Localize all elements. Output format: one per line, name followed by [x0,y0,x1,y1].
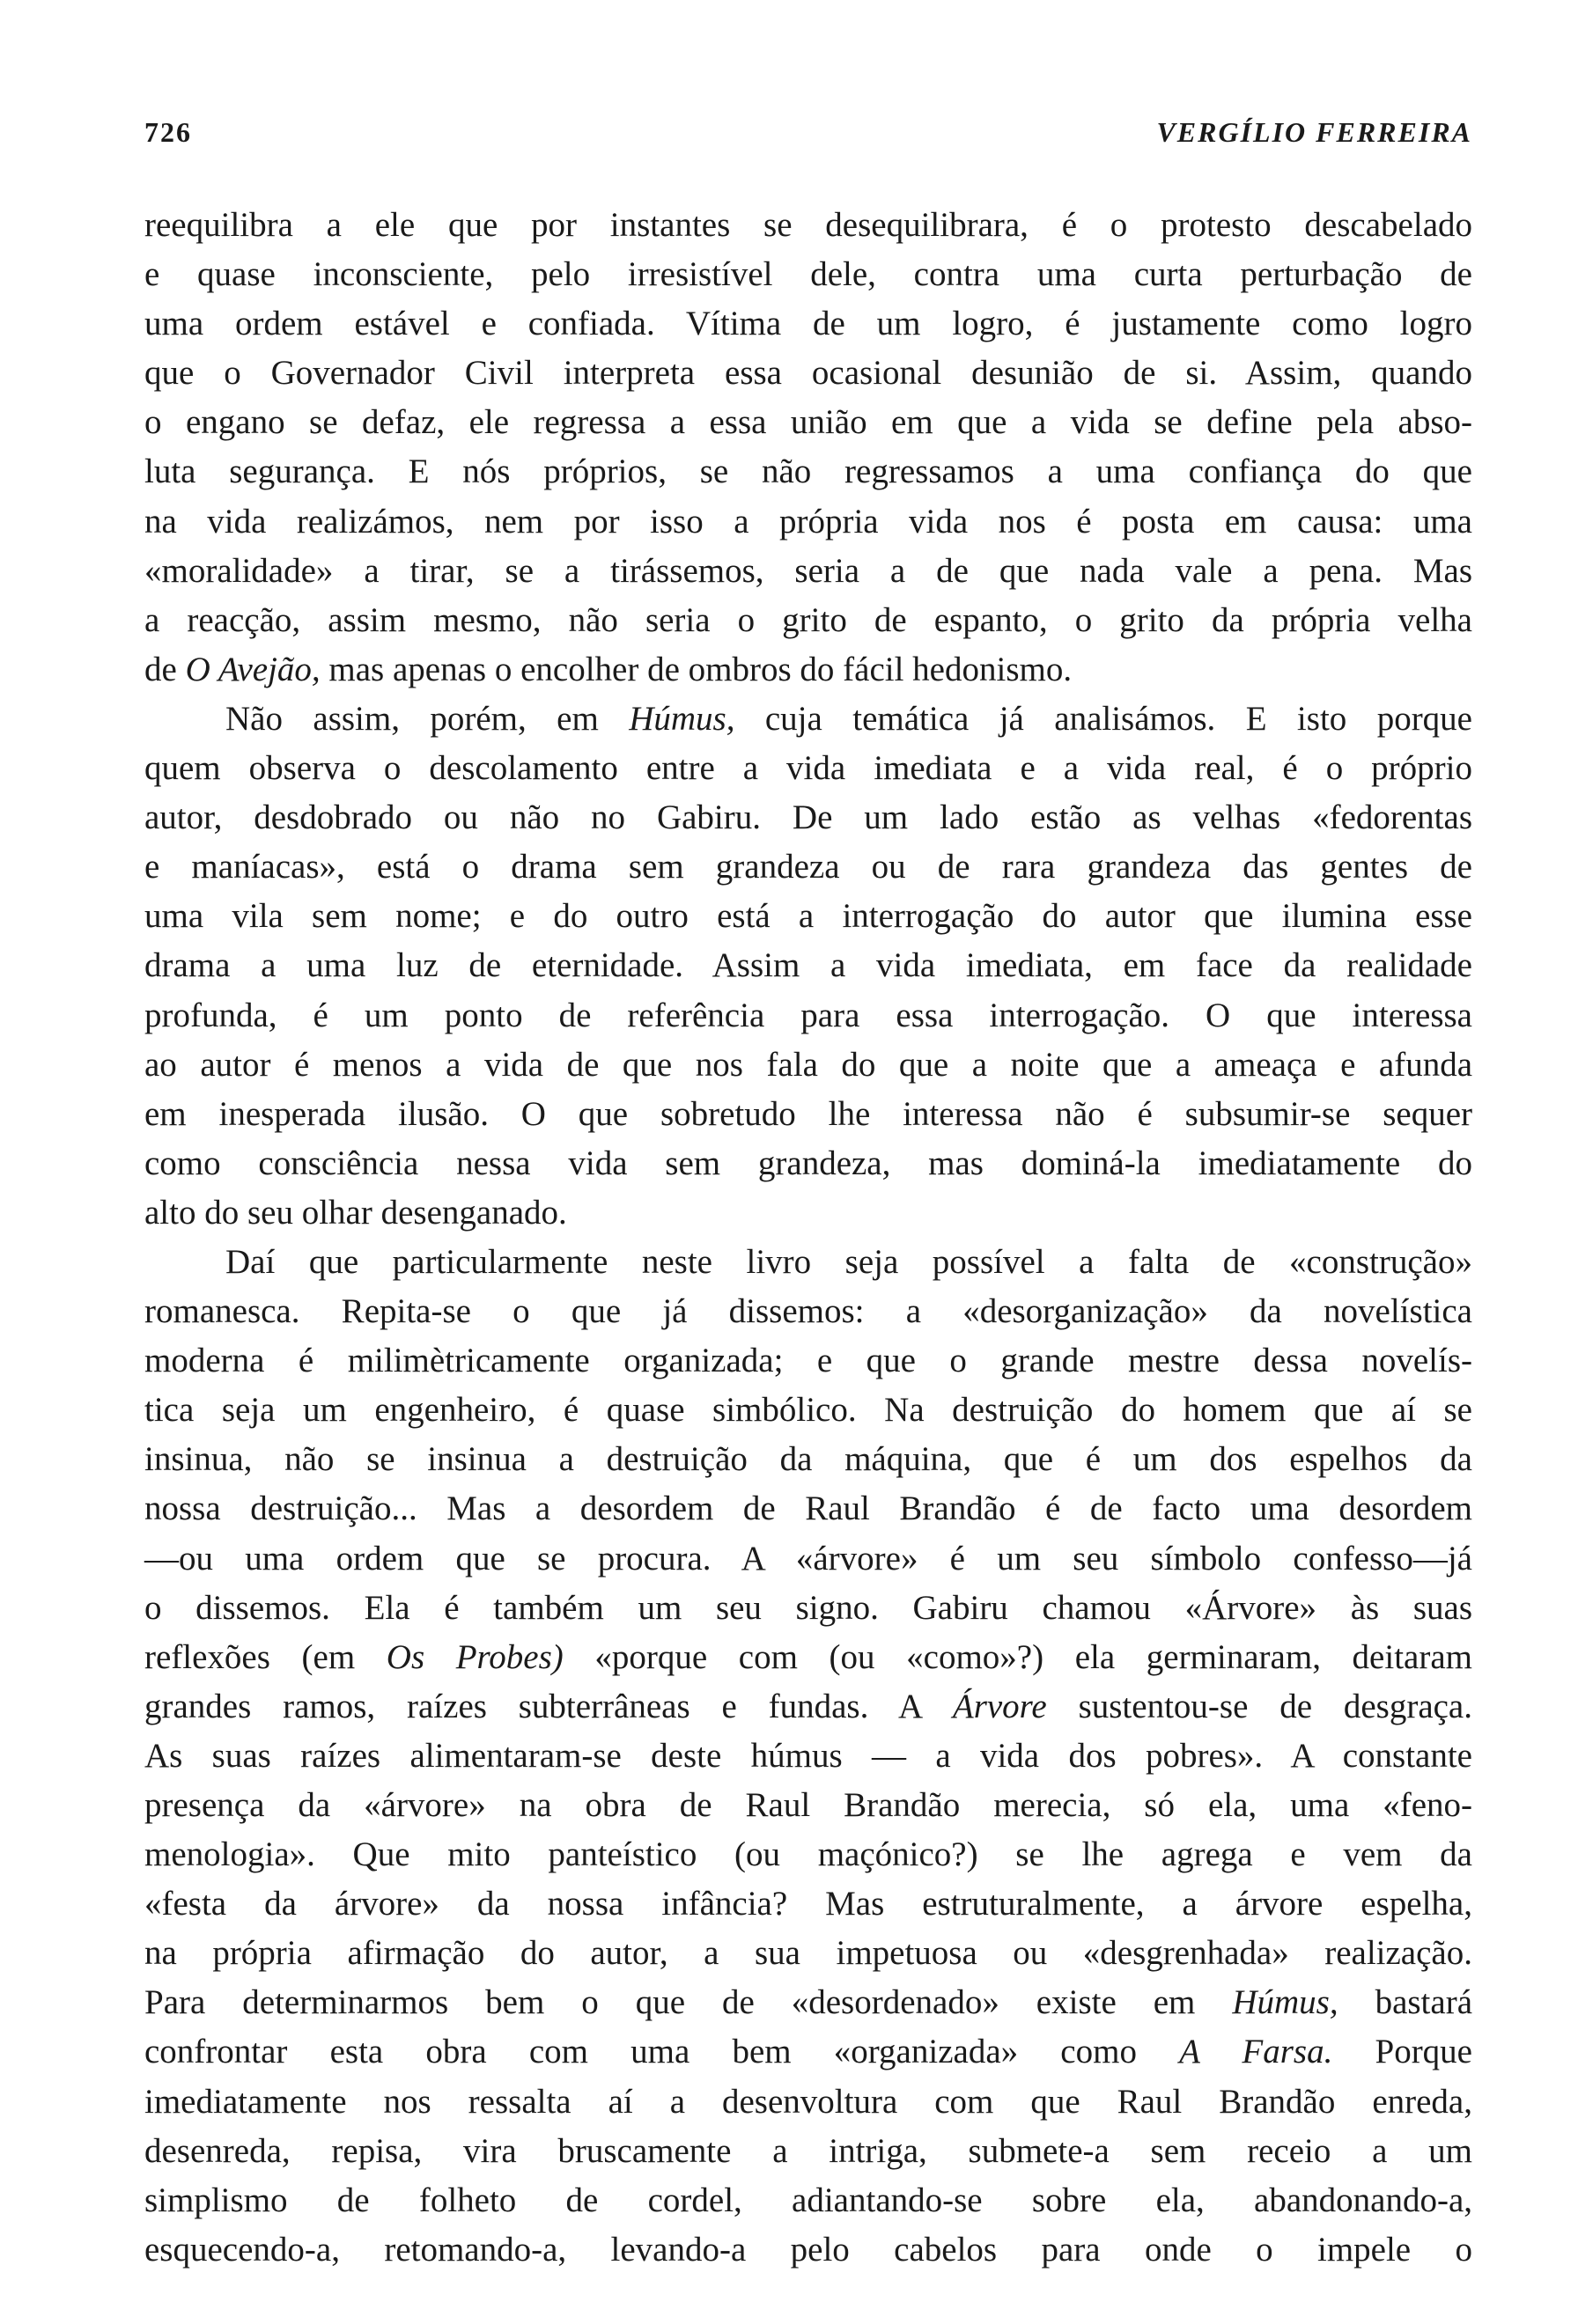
text-segment: Para determinarmos bem o que de «desordenado» existe em [144,1983,1233,2022]
text-segment: imediatamente nos ressalta aí a desenvoltura com que Raul Brandão enreda, [144,2082,1472,2121]
text-segment: desenreda, repisa, vira bruscamente a intriga, submete-a sem receio a um [144,2131,1472,2170]
text-line [144,793,1472,842]
text-segment: menologia». Que mito panteístico (ou maçónico?) se lhe agrega e vem da [144,1835,1472,1874]
text-line [144,842,1472,892]
text-line [144,2127,1472,2176]
text-segment: «porque com (ou «como»?) ela germinaram, deitaram [563,1637,1472,1676]
italic-text-segment: Húmus, [629,699,735,738]
text-segment: Não assim, porém, em [225,699,630,738]
text-segment: ao autor é menos a vida de que nos fala do que a noite que a ameaça e afunda [144,1045,1472,1084]
italic-text-segment: O Avejão, [185,650,321,688]
text-segment: drama a uma luz de eternidade. Assim a vida imediata, em face da realidade [144,946,1472,985]
text-segment: tica seja um engenheiro, é quase simbólico. Na destruição do homem que aí se [144,1391,1472,1430]
running-head [144,116,1472,155]
text-line [144,497,1472,547]
text-segment: Porque [1332,2033,1472,2071]
text-segment: e maníacas», está o drama sem grandeza ou de rara grandeza das gentes de [144,848,1472,886]
text-segment: sustentou-se de desgraça. [1046,1687,1472,1725]
text-segment: quem observa o descolamento entre a vida imediata e a vida real, é o próprio [144,749,1472,788]
text-line [144,1534,1472,1584]
text-line [144,1386,1472,1435]
body-text [144,201,1472,2275]
text-line [144,1830,1472,1879]
italic-text-segment: Árvore [952,1687,1047,1725]
text-segment: —ou uma ordem que se procura. A «árvore» é um seu símbolo confesso—já [144,1539,1472,1578]
text-line [144,1188,1472,1238]
text-line [144,250,1472,299]
text-line [144,398,1472,447]
text-line [144,1732,1472,1781]
text-segment: «festa da árvore» da nossa infância? Mas estruturalmente, a árvore espelha, [144,1885,1472,1923]
text-segment: presença da «árvore» na obra de Raul Brandão merecia, só ela, uma «feno- [144,1786,1472,1824]
text-line [144,1879,1472,1929]
text-segment: a reacção, assim mesmo, não seria o grito de espanto, o grito da própria velha [144,600,1472,639]
italic-text-segment: Húmus, [1232,1983,1338,2022]
text-segment: reequilibra a ele que por instantes se desequilibrara, é o protesto descabelado [144,206,1472,244]
text-segment: profunda, é um ponto de referência para essa interrogação. O que interessa [144,996,1472,1034]
text-segment: como consciência nessa vida sem grandeza, mas dominá-la imediatamente do [144,1144,1472,1182]
text-segment: bastará [1338,1983,1472,2022]
text-line [144,744,1472,793]
text-line [144,596,1472,645]
text-segment: e quase inconsciente, pelo irresistível dele, contra uma curta perturbação de [144,255,1472,294]
text-segment: na própria afirmação do autor, a sua impetuosa ou «desgrenhada» realização. [144,1934,1472,1973]
text-segment: Daí que particularmente neste livro seja possível a falta de «construção» [225,1242,1472,1281]
text-line [144,2225,1472,2275]
text-segment: o dissemos. Ela é também um seu signo. Gabiru chamou «Árvore» às suas [144,1588,1472,1627]
text-segment: de [144,650,186,688]
text-line [144,2078,1472,2127]
text-line [144,892,1472,941]
text-line [144,1238,1472,1287]
text-segment: moderna é milimètricamente organizada; e que o grande mestre dessa novelís- [144,1342,1472,1380]
text-segment: simplismo de folheto de cordel, adiantando-se sobre ela, abandonando-a, [144,2181,1472,2219]
text-line [144,1287,1472,1336]
text-segment: luta segurança. E nós próprios, se não regressamos a uma confiança do que [144,452,1472,491]
text-line [144,1682,1472,1732]
text-line [144,201,1472,250]
text-line [144,349,1472,398]
text-segment: nossa destruição... Mas a desordem de Raul Brandão é de facto uma desordem [144,1489,1472,1528]
text-segment: mas apenas o encolher de ombros do fácil hedonismo. [320,650,1073,688]
text-line [144,1484,1472,1533]
text-segment: As suas raízes alimentaram-se deste húmus — a vida dos pobres». A constante [144,1736,1472,1775]
text-segment: uma ordem estável e confiada. Vítima de um logro, é justamente como logro [144,305,1472,343]
text-segment: insinua, não se insinua a destruição da máquina, que é um dos espelhos da [144,1440,1472,1479]
text-segment: esquecendo-a, retomando-a, levando-a pelo cabelos para onde o impele o [144,2230,1472,2269]
text-line [144,1633,1472,1682]
text-segment: em inesperada ilusão. O que sobretudo lhe interessa não é subsumir-se sequer [144,1094,1472,1133]
text-segment: que o Governador Civil interpreta essa ocasional desunião de si. Assim, quando [144,354,1472,393]
text-line [144,299,1472,349]
text-segment: autor, desdobrado ou não no Gabiru. De um lado estão as velhas «fedorentas [144,798,1472,837]
italic-text-segment: Os Probes) [386,1637,564,1676]
text-line [144,1978,1472,2027]
page-number: 726 [144,116,192,148]
text-line [144,1435,1472,1484]
text-line [144,941,1472,990]
text-segment: o engano se defaz, ele regressa a essa união em que a vida se define pela abso- [144,403,1472,442]
text-line [144,1090,1472,1139]
text-segment: cuja temática já analisámos. E isto porque [734,699,1472,738]
text-line [144,1041,1472,1090]
text-segment: na vida realizámos, nem por isso a própria vida nos é posta em causa: uma [144,502,1472,541]
text-segment: reflexões (em [144,1637,387,1676]
text-line [144,1584,1472,1633]
text-line [144,1781,1472,1830]
text-line [144,2027,1472,2077]
text-segment: uma vila sem nome; e do outro está a interrogação do autor que ilumina esse [144,897,1472,936]
text-line [144,1929,1472,1978]
text-line [144,695,1472,744]
text-segment: romanesca. Repita-se o que já dissemos: a «desorganização» da novelística [144,1292,1472,1331]
text-line [144,1336,1472,1386]
text-line [144,991,1472,1041]
text-segment: «moralidade» a tirar, se a tirássemos, seria a de que nada vale a pena. Mas [144,551,1472,590]
text-line [144,447,1472,496]
text-segment: grandes ramos, raízes subterrâneas e fundas. A [144,1687,953,1725]
running-title: VERGÍLIO FERREIRA [1156,116,1472,148]
text-line [144,1139,1472,1188]
text-segment: confrontar esta obra com uma bem «organizada» como [144,2033,1180,2071]
text-line [144,547,1472,596]
text-segment: alto do seu olhar desenganado. [144,1193,567,1232]
text-line [144,645,1472,695]
italic-text-segment: A Farsa. [1179,2033,1333,2071]
text-line [144,2176,1472,2225]
